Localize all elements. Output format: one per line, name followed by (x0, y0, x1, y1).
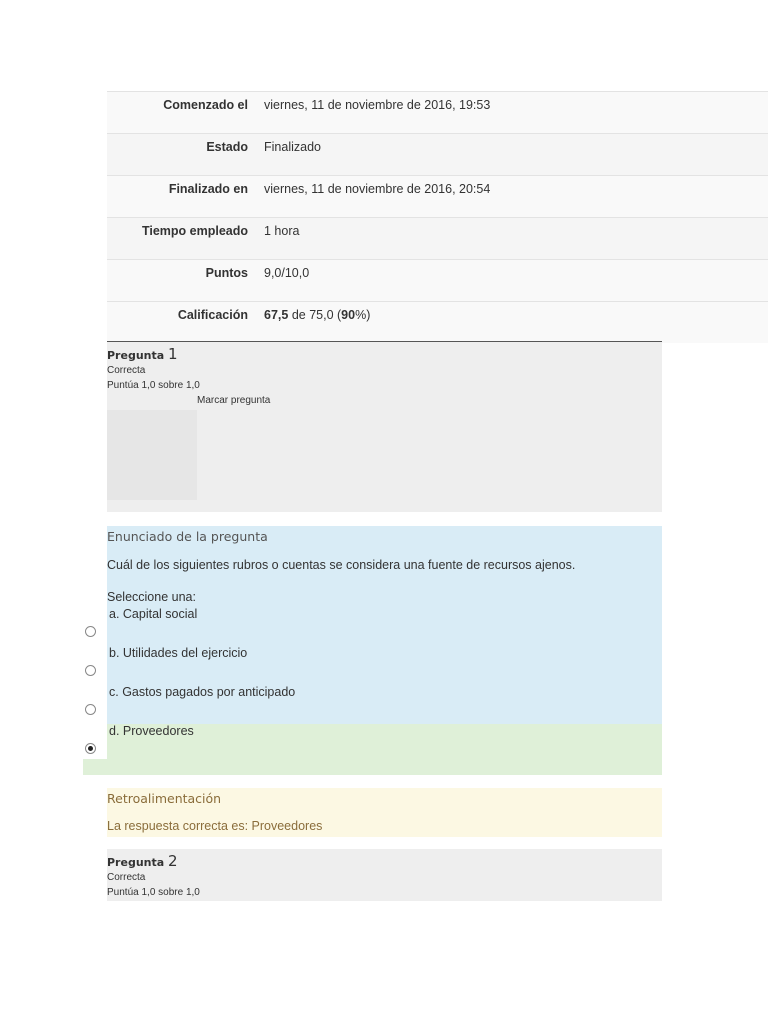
summary-label: Puntos (205, 266, 248, 280)
question-state: Correcta (107, 872, 146, 883)
question-num: 1 (168, 345, 178, 363)
radio-button[interactable] (85, 704, 96, 715)
answer-option-a[interactable] (83, 606, 662, 642)
summary-value: 1 hora (264, 224, 300, 238)
answer-label: c. Gastos pagados por anticipado (109, 685, 296, 699)
question-state: Correcta (107, 365, 146, 376)
summary-value: 9,0/10,0 (264, 266, 310, 280)
summary-label: Comenzado el (163, 98, 248, 112)
summary-value: Finalizado (264, 140, 321, 154)
grade-percent: 90 (341, 308, 356, 322)
answer-option-d[interactable] (83, 723, 662, 759)
answer-option-c[interactable] (83, 684, 662, 720)
summary-value: viernes, 11 de noviembre de 2016, 20:54 (264, 182, 491, 196)
radio-button[interactable] (85, 626, 96, 637)
question-1-info (107, 341, 662, 512)
summary-row-started (107, 91, 768, 133)
feedback-text: La respuesta correcta es: Proveedores (107, 819, 323, 833)
select-prompt: Seleccione una: (107, 590, 196, 604)
summary-row-state (107, 133, 768, 175)
summary-label: Finalizado en (168, 182, 248, 196)
info-side-panel (107, 410, 197, 500)
question-number (107, 849, 662, 870)
question-num: 2 (168, 852, 178, 870)
question-number (107, 342, 662, 363)
question-grade: Puntúa 1,0 sobre 1,0 (107, 380, 200, 391)
summary-value: viernes, 11 de noviembre de 2016, 19:53 (264, 98, 491, 112)
question-grade: Puntúa 1,0 sobre 1,0 (107, 887, 200, 898)
question-prefix: Pregunta (107, 856, 165, 869)
radio-button-checked[interactable] (85, 743, 96, 754)
summary-row-grade (107, 301, 768, 343)
question-prefix: Pregunta (107, 349, 165, 362)
answer-label: d. Proveedores (109, 724, 194, 738)
radio-button[interactable] (85, 665, 96, 676)
summary-row-finished (107, 175, 768, 217)
grade-value (248, 302, 370, 343)
feedback-heading: Retroalimentación (107, 791, 222, 806)
answer-option-b[interactable] (83, 645, 662, 681)
answer-label: b. Utilidades del ejercicio (109, 646, 248, 660)
grade-close: %) (355, 308, 371, 322)
question-text: Cuál de los siguientes rubros o cuentas se considera una fuente de recursos ajenos. (107, 558, 576, 572)
question-2-info (107, 849, 662, 901)
summary-row-time-taken (107, 217, 768, 259)
flag-question-link[interactable]: Marcar pregunta (197, 395, 271, 406)
answer-label: a. Capital social (109, 607, 198, 621)
grade-total: de 75,0 ( (288, 308, 342, 322)
summary-label: Calificación (177, 308, 248, 322)
feedback-box (107, 788, 662, 837)
attempt-summary-table (107, 91, 768, 343)
summary-label: Estado (206, 140, 248, 154)
grade-score: 67,5 (264, 308, 289, 322)
question-heading: Enunciado de la pregunta (107, 529, 268, 544)
summary-row-points (107, 259, 768, 301)
summary-label: Tiempo empleado (141, 224, 248, 238)
